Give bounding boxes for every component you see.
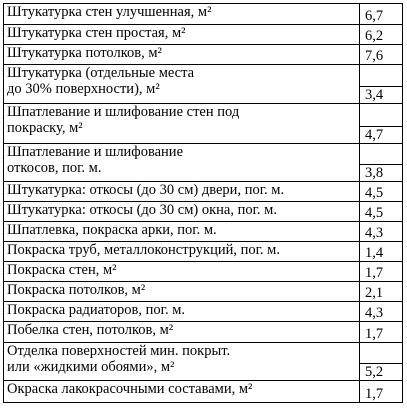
work-value: 4,3 — [360, 302, 403, 322]
work-name — [4, 144, 360, 182]
work-value: 4,5 — [360, 182, 403, 202]
work-name-line: покраску, м² — [7, 120, 83, 136]
work-name — [4, 104, 360, 144]
work-value: 6,2 — [360, 25, 403, 45]
work-value: 4,5 — [360, 202, 403, 222]
work-name: Покраска радиаторов, пог. м. — [4, 302, 360, 322]
work-name-line: или «жидкими обоями», м² — [7, 359, 175, 375]
work-value: 4,3 — [360, 222, 403, 242]
work-name-line: до 30% поверхности), м² — [7, 81, 160, 97]
work-name: Штукатурка: откосы (до 30 см) окна, пог. м. — [4, 202, 360, 222]
table-row — [4, 202, 403, 222]
table-row — [4, 104, 403, 144]
table-row — [4, 322, 403, 343]
table-row — [4, 242, 403, 262]
table-row — [4, 45, 403, 65]
work-value: 1,7 — [360, 381, 403, 403]
work-name-line: Отделка поверхностей мин. покрыт. — [7, 343, 231, 359]
work-rates-table — [3, 3, 403, 403]
work-value: 1,4 — [360, 242, 403, 262]
table-row — [4, 282, 403, 302]
work-name-line: Шпатлевание и шлифование стен под — [7, 104, 240, 120]
work-name-line: Шпатлевание и шлифование — [7, 144, 184, 160]
table-row — [4, 182, 403, 202]
work-value: 4,7 — [360, 104, 403, 144]
work-name: Шпатлевка, покраска арки, пог. м. — [4, 222, 360, 242]
work-value: 2,1 — [360, 282, 403, 302]
work-value: 1,7 — [360, 262, 403, 282]
table-row — [4, 343, 403, 381]
work-name: Штукатурка стен простая, м² — [4, 25, 360, 45]
work-name: Окраска лакокрасочными составами, м² — [4, 381, 360, 403]
work-name — [4, 343, 360, 381]
work-name: Штукатурка стен улучшенная, м² — [4, 4, 360, 25]
work-name: Покраска стен, м² — [4, 262, 360, 282]
work-value: 7,6 — [360, 45, 403, 65]
table-row — [4, 65, 403, 104]
work-name-line: откосов, пог. м. — [7, 160, 102, 176]
work-name — [4, 65, 360, 104]
work-name: Побелка стен, потолков, м² — [4, 322, 360, 343]
work-value: 1,7 — [360, 322, 403, 343]
table-row — [4, 4, 403, 25]
work-name: Штукатурка: откосы (до 30 см) двери, пог. м. — [4, 182, 360, 202]
work-value: 5,2 — [360, 343, 403, 381]
table-row — [4, 144, 403, 182]
work-name: Штукатурка потолков, м² — [4, 45, 360, 65]
work-name: Покраска труб, металлоконструкций, пог. м. — [4, 242, 360, 262]
work-value: 6,7 — [360, 4, 403, 25]
table-row — [4, 262, 403, 282]
work-value: 3,8 — [360, 144, 403, 182]
work-name-line: Штукатурка (отдельные места — [7, 65, 195, 81]
work-value: 3,4 — [360, 65, 403, 104]
table-row — [4, 25, 403, 45]
table-row — [4, 222, 403, 242]
work-name: Покраска потолков, м² — [4, 282, 360, 302]
table-row — [4, 381, 403, 403]
table-row — [4, 302, 403, 322]
